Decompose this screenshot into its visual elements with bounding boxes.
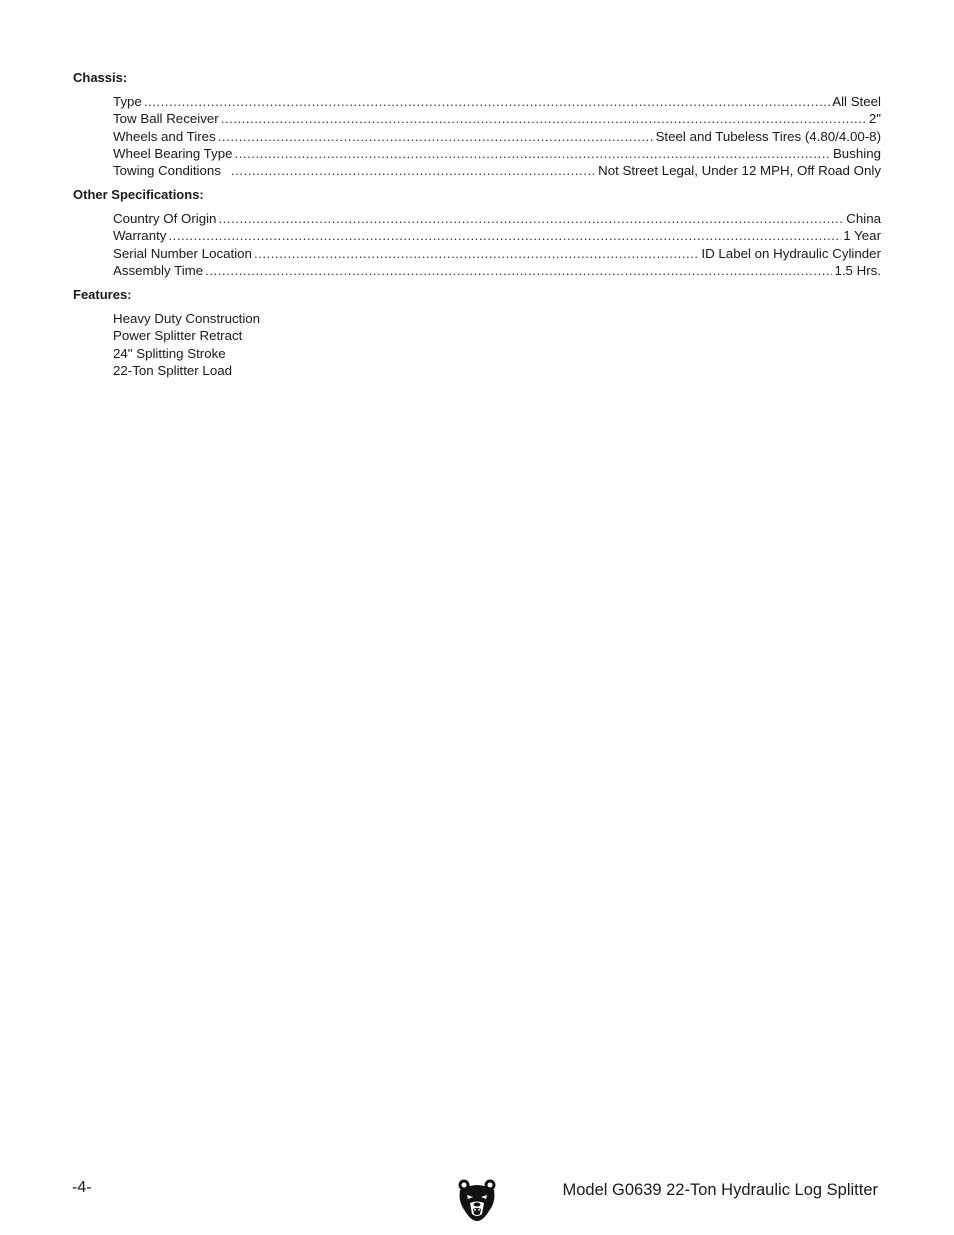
spec-row-tow-ball-receiver (113, 110, 881, 127)
spec-row-wheel-bearing-type (113, 145, 881, 162)
chassis-spec-list (113, 93, 881, 179)
leader-dots (205, 262, 832, 279)
spec-value: 1 Year (843, 228, 881, 244)
feature-item: Power Splitter Retract (113, 328, 243, 344)
page-number: -4- (72, 1179, 92, 1196)
feature-item: 22-Ton Splitter Load (113, 362, 233, 378)
spec-row-serial-number-location (113, 245, 881, 262)
spec-label: Tow Ball Receiver (113, 111, 219, 127)
leader-dots (235, 145, 831, 162)
leader-dots (231, 162, 596, 179)
spec-value: All Steel (832, 94, 881, 109)
spec-value: Steel and Tubeless Tires (4.80/4.00-8) (655, 128, 881, 144)
spec-label: Towing Conditions (113, 163, 221, 179)
other-spec-list (113, 210, 881, 279)
spec-label: Wheels and Tires (113, 128, 216, 144)
spec-row-warranty (113, 227, 881, 244)
leader-dots (144, 93, 830, 110)
section-title-chassis: Chassis: (73, 70, 128, 85)
feature-item: Heavy Duty Construction (113, 311, 261, 326)
spec-value: China (846, 211, 881, 226)
spec-value: ID Label on Hydraulic Cylinder (701, 245, 881, 261)
spec-value: 1.5 Hrs. (834, 262, 881, 278)
spec-row-type (113, 93, 881, 110)
spec-row-assembly-time (113, 262, 881, 279)
leader-dots (218, 210, 844, 227)
leader-dots (168, 227, 841, 244)
spec-label: Serial Number Location (113, 245, 252, 261)
section-title-features: Features: (73, 287, 132, 302)
spec-value: Bushing (832, 145, 881, 161)
bear-head-icon (457, 1178, 497, 1222)
leader-dots (218, 128, 654, 145)
feature-list (113, 310, 260, 379)
spec-row-towing-conditions (113, 162, 881, 179)
spec-row-wheels-and-tires (113, 128, 881, 145)
spec-label: Wheel Bearing Type (113, 145, 233, 161)
spec-label: Country Of Origin (113, 211, 217, 226)
footer-model-title: Model G0639 22-Ton Hydraulic Log Splitter (562, 1181, 878, 1199)
spec-value: Not Street Legal, Under 12 MPH, Off Road Only (598, 163, 881, 179)
leader-dots (221, 110, 867, 127)
spec-label: Assembly Time (113, 262, 204, 278)
feature-item: 24" Splitting Stroke (113, 345, 226, 361)
section-title-other-specifications: Other Specifications: (73, 187, 204, 202)
spec-value: 2" (868, 111, 881, 127)
spec-label: Warranty (113, 228, 167, 244)
spec-label: Type (113, 94, 142, 109)
spec-row-country-of-origin (113, 210, 881, 227)
leader-dots (254, 245, 699, 262)
